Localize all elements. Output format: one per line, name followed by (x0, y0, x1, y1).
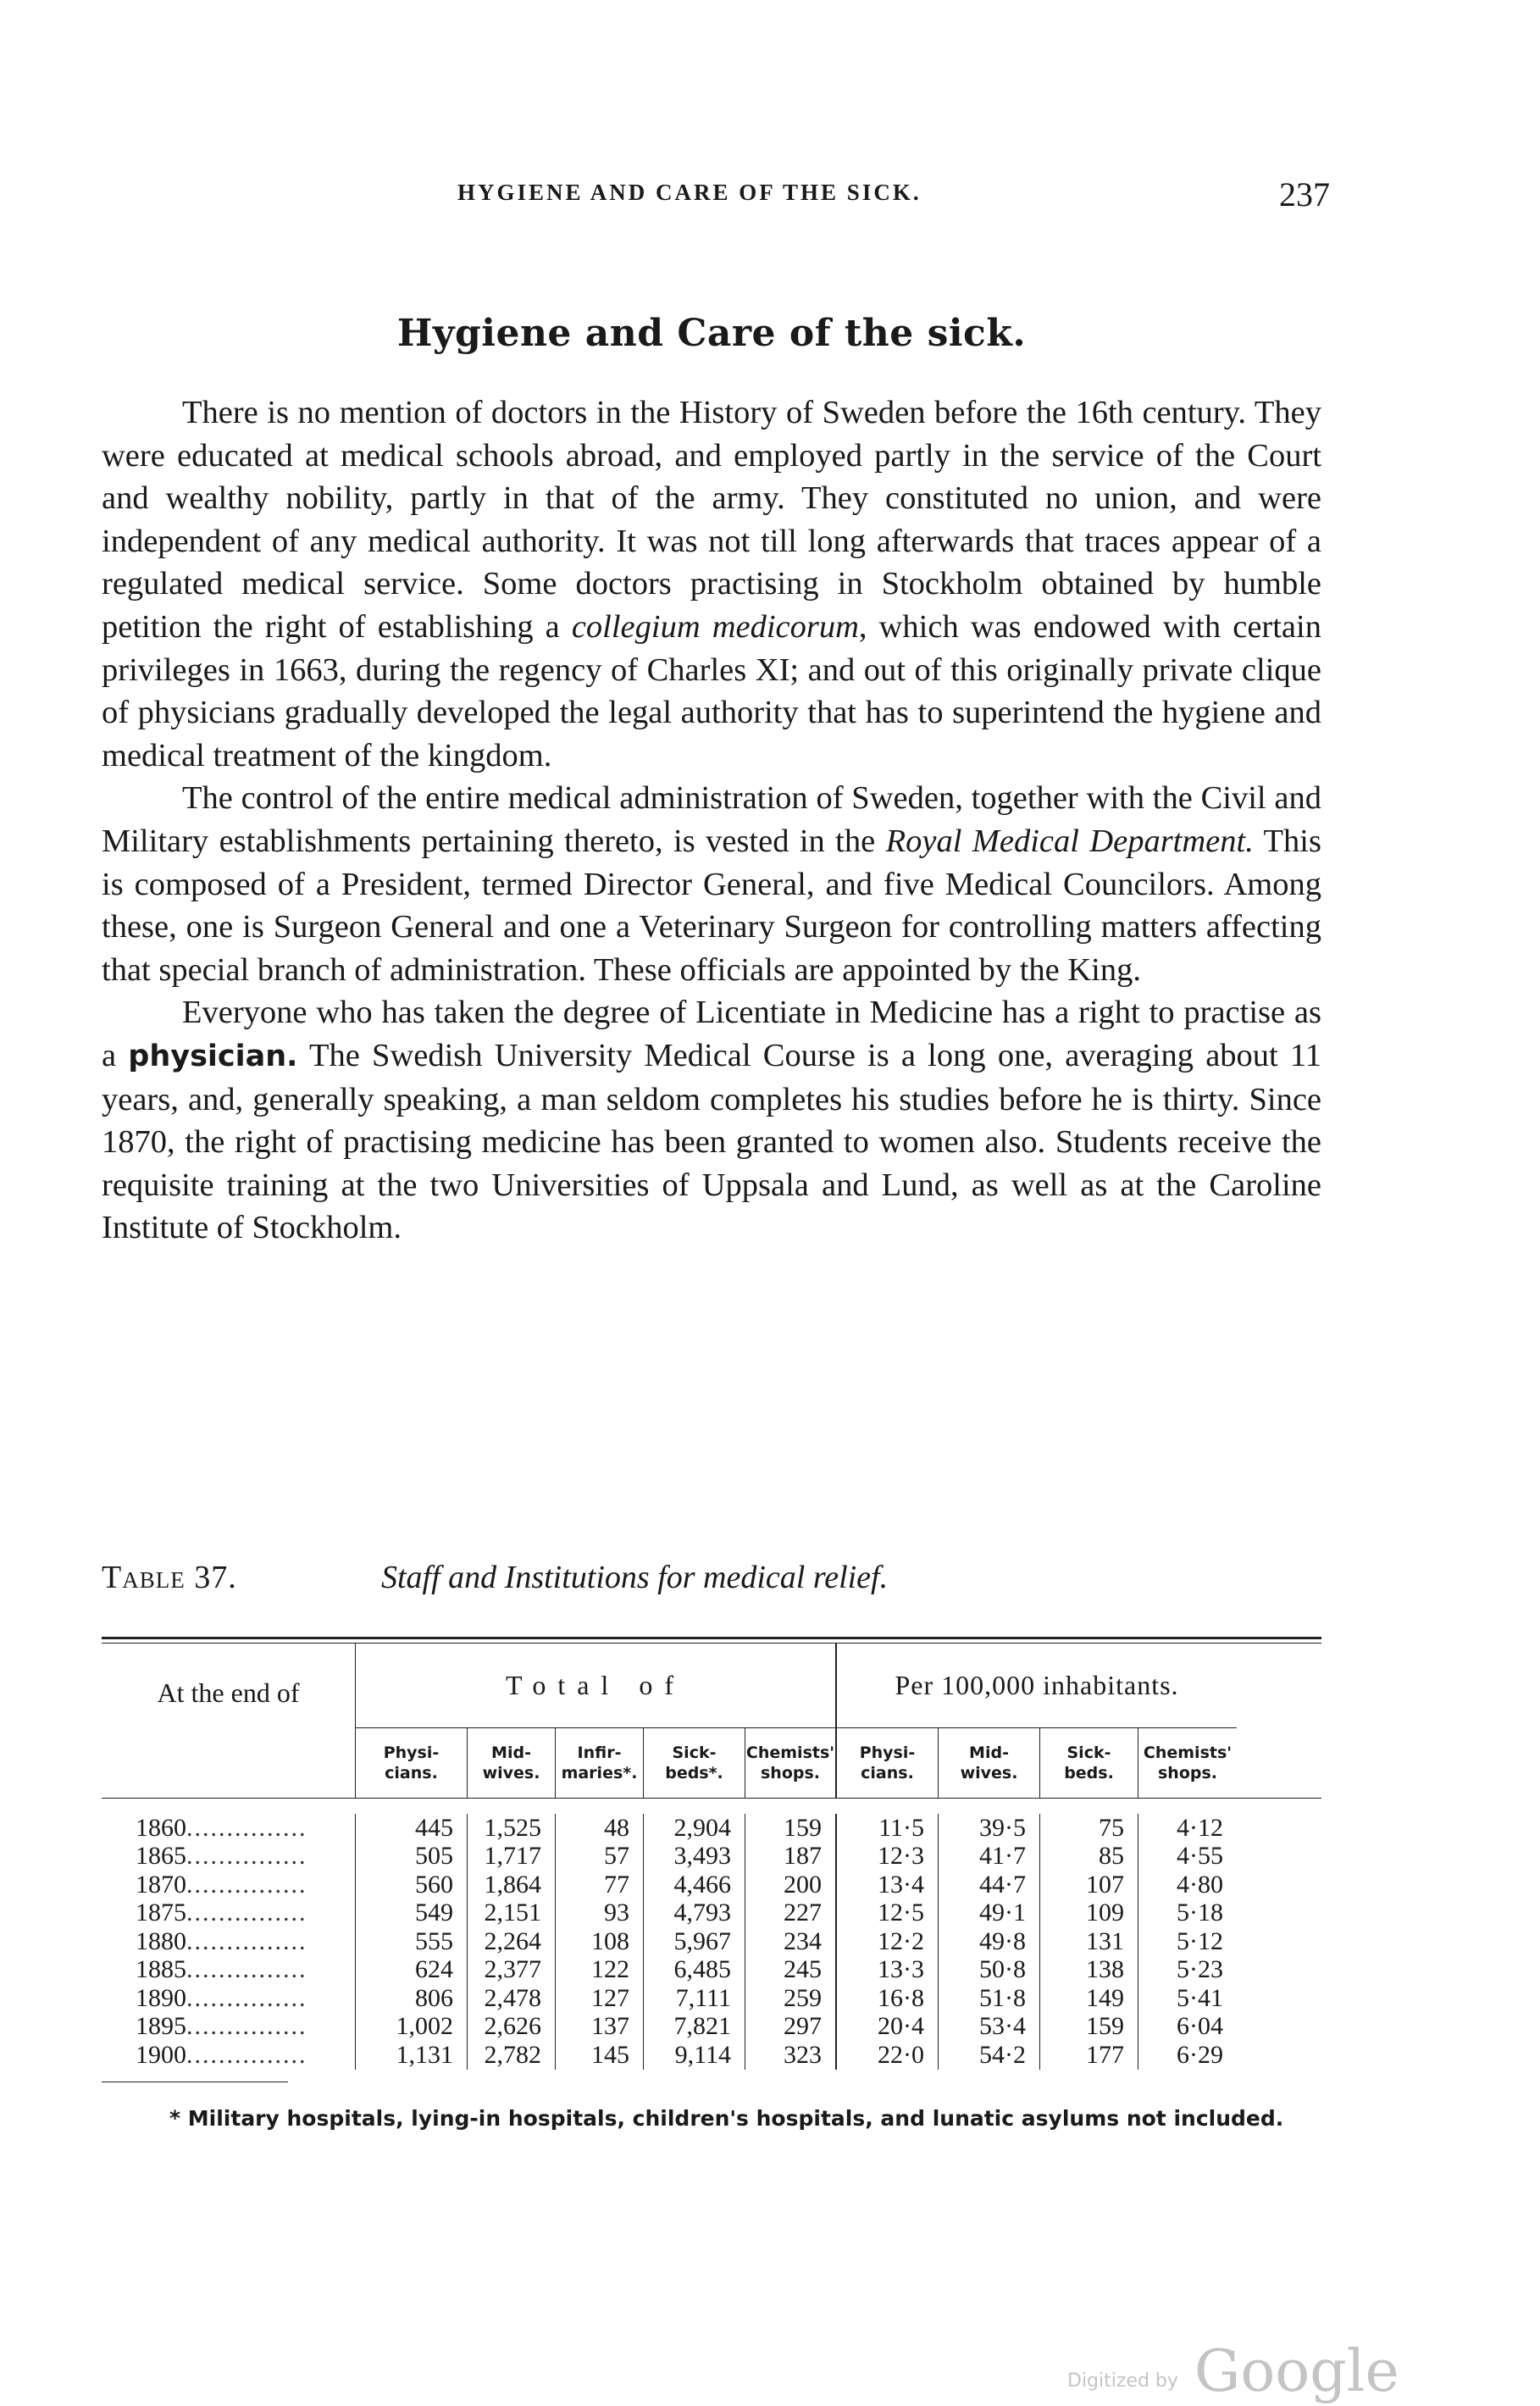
table-cell: 2,264 (468, 1927, 556, 1956)
paragraph-2-text-b: This is composed of a President, termed Director General, and five Medical Councilors. Among these, one is Surgeon General and one a Veterinary Surgeon for controlling matters affecting that special branch of administration. These officials are appointed by the King. (102, 823, 1321, 988)
running-head-title: HYGIENE AND CARE OF THE SICK. (457, 180, 922, 205)
book-page (102, 0, 1330, 2398)
table-cell: 5·41 (1177, 1983, 1223, 2012)
table-cell: 12·2 (837, 1927, 939, 1956)
paragraph-3-text-a: Everyone who has taken the degree of Licentiate in Medicine has a right to practise as a (102, 995, 1321, 1073)
table-cell: 6·04 (1177, 2012, 1223, 2041)
table-cell: 109 (1040, 1899, 1138, 1928)
col-header-physicians: Physi- cians. (356, 1728, 468, 1798)
google-logo: Google (1194, 2338, 1399, 2405)
col-header-infirmaries: Infir- maries*. (556, 1728, 644, 1798)
table-cell: 49·1 (939, 1899, 1040, 1928)
leader-dots: ............... (186, 1813, 307, 1842)
table-cell: 159 (745, 1814, 837, 1843)
leader-dots: ............... (186, 1926, 307, 1955)
table-cell: 54·2 (939, 2041, 1040, 2070)
paragraph-3-text-b: The Swedish University Medical Course is a long one, averaging about 11 years, and, generally speaking, a man seldom completes his studies before he is thirty. Since 1870, the right of practising medicine has been granted to women also. Students receive the requisite training at the two Universities of Uppsala and Lund, as well as at the Caroline Institute of Stockholm. (102, 1037, 1321, 1246)
table-cell: 2,478 (468, 1984, 556, 2013)
table-cell: 1,002 (356, 2013, 468, 2042)
table-cell: 20·4 (837, 2013, 939, 2042)
table-cell: 127 (556, 1984, 644, 2013)
table-cell: 5·12 (1177, 1926, 1223, 1955)
row-year (102, 1984, 356, 2013)
table-cell: 39·5 (939, 1814, 1040, 1843)
col-header-sickbeds: Sick- beds*. (644, 1728, 745, 1798)
row-year (102, 1814, 356, 1843)
table-cell: 7,821 (644, 2013, 745, 2042)
year-value: 1880 (136, 1926, 186, 1955)
year-value: 1875 (136, 1899, 186, 1927)
table-top-rule (102, 1637, 1321, 1644)
table-cell: 1,131 (356, 2041, 468, 2070)
table-cell: 2,626 (468, 2013, 556, 2042)
table-cell: 2,782 (468, 2041, 556, 2070)
table-cell: 2,377 (468, 1956, 556, 1985)
paragraph-1-emphasis: collegium medicorum (571, 608, 859, 645)
table-cell: 5·23 (1177, 1955, 1223, 1984)
table-row (102, 2041, 1321, 2070)
table-row (102, 1899, 1321, 1928)
table-cell: 560 (356, 1871, 468, 1899)
table-cell: 1,525 (468, 1814, 556, 1843)
table-cell: 44·7 (939, 1871, 1040, 1899)
table-cell: 2,151 (468, 1899, 556, 1928)
row-year (102, 2041, 356, 2070)
table-cell: 177 (1040, 2041, 1138, 2070)
table-cell: 323 (745, 2041, 837, 2070)
table-footnote: * Military hospitals, lying-in hospitals, children's hospitals, and lunatic asylums not included. (169, 2106, 1284, 2131)
leader-dots: ............... (186, 1899, 307, 1927)
table-cell: 50·8 (939, 1956, 1040, 1985)
table-cell: 107 (1040, 1871, 1138, 1899)
col-header-chemists-rate: Chemists' shops. (1143, 1744, 1233, 1782)
table-cell: 5,967 (644, 1927, 745, 1956)
table-cell: 85 (1040, 1843, 1138, 1871)
table-cell: 131 (1040, 1927, 1138, 1956)
year-value: 1870 (136, 1870, 186, 1899)
table-cell: 297 (745, 2013, 837, 2042)
paragraph-3 (102, 991, 1321, 1250)
table-cell: 159 (1040, 2013, 1138, 2042)
table-row (102, 1843, 1321, 1871)
table-row (102, 1814, 1321, 1843)
leader-dots: ............... (186, 1955, 307, 1984)
col-header-chemists: Chemists' shops. (745, 1728, 837, 1798)
table-cell: 1,864 (468, 1871, 556, 1899)
table-cell: 48 (556, 1814, 644, 1843)
col-header-midwives: Mid- wives. (468, 1728, 556, 1798)
table-cell: 4·80 (1177, 1870, 1223, 1899)
table-cell: 41·7 (939, 1843, 1040, 1871)
leader-dots: ............... (186, 2040, 307, 2069)
row-year (102, 1843, 356, 1871)
page-number: 237 (1279, 175, 1330, 213)
year-value: 1900 (136, 2040, 186, 2069)
table-cell: 137 (556, 2013, 644, 2042)
group-header-total: Total of (356, 1644, 837, 1728)
row-year (102, 2013, 356, 2042)
stub-header: At the end of (102, 1644, 356, 1798)
table-cell: 227 (745, 1899, 837, 1928)
table-cell: 149 (1040, 1984, 1138, 2013)
row-year (102, 1899, 356, 1928)
year-value: 1865 (136, 1842, 186, 1871)
statistics-table (102, 1637, 1321, 2082)
table-title: Staff and Institutions for medical relief. (381, 1560, 889, 1595)
table-cell: 200 (745, 1871, 837, 1899)
leader-dots: ............... (186, 1983, 307, 2012)
group-header-per-100000: Per 100,000 inhabitants. (837, 1644, 1237, 1728)
leader-dots: ............... (186, 1842, 307, 1871)
table-cell: 445 (356, 1814, 468, 1843)
table-cell: 11·5 (837, 1814, 939, 1843)
table-row (102, 1871, 1321, 1899)
paragraph-1-text-b: , which was endowed with certain privileges in 1663, during the regency of Charles XI; and out of this originally private clique of physicians gradually developed the legal authority that has to superintend the hygiene and medical treatment of the kingdom. (102, 608, 1321, 773)
table-cell: 16·8 (837, 1984, 939, 2013)
table-row (102, 1956, 1321, 1985)
table-cell: 4,466 (644, 1871, 745, 1899)
row-year (102, 1956, 356, 1985)
leader-dots: ............... (186, 1870, 307, 1899)
table-header (102, 1644, 1321, 1799)
year-value: 1885 (136, 1955, 186, 1984)
leader-dots: ............... (186, 2012, 307, 2041)
table-cell: 53·4 (939, 2013, 1040, 2042)
table-cell: 187 (745, 1843, 837, 1871)
paragraph-3-bold: physician. (128, 1039, 298, 1073)
year-value: 1860 (136, 1813, 186, 1842)
table-cell: 49·8 (939, 1927, 1040, 1956)
table-label: Table 37. (102, 1560, 237, 1595)
table-cell: 259 (745, 1984, 837, 2013)
table-cell: 12·3 (837, 1843, 939, 1871)
table-cell: 93 (556, 1899, 644, 1928)
table-row (102, 1927, 1321, 1956)
table-cell: 51·8 (939, 1984, 1040, 2013)
table-cell: 555 (356, 1927, 468, 1956)
table-cell: 3,493 (644, 1843, 745, 1871)
table-cell: 9,114 (644, 2041, 745, 2070)
table-cell: 245 (745, 1956, 837, 1985)
table-cell: 22·0 (837, 2041, 939, 2070)
table-cell: 234 (745, 1927, 837, 1956)
paragraph-2-emphasis: Royal Medical Department. (885, 823, 1254, 859)
table-cell: 5·18 (1177, 1899, 1223, 1927)
table-cell: 6·29 (1177, 2040, 1223, 2069)
table-cell: 4·12 (1177, 1813, 1223, 1842)
chapter-title: Hygiene and Care of the sick. (396, 312, 1027, 355)
table-cell: 4·55 (1177, 1842, 1223, 1871)
table-cell: 145 (556, 2041, 644, 2070)
table-cell: 806 (356, 1984, 468, 2013)
table-body (102, 1799, 1321, 2070)
table-cell: 138 (1040, 1956, 1138, 1985)
table-cell: 122 (556, 1956, 644, 1985)
table-cell: 549 (356, 1899, 468, 1928)
paragraph-2 (102, 777, 1321, 991)
table-cell: 624 (356, 1956, 468, 1985)
table-cell: 505 (356, 1843, 468, 1871)
watermark-prefix: Digitized by (1067, 2370, 1178, 2392)
table-cell: 2,904 (644, 1814, 745, 1843)
paragraph-1 (102, 391, 1321, 777)
table-cell: 12·5 (837, 1899, 939, 1928)
table-cell: 108 (556, 1927, 644, 1956)
table-row (102, 2013, 1321, 2042)
col-header-physicians-rate: Physi- cians. (837, 1728, 939, 1798)
table-cell: 57 (556, 1843, 644, 1871)
paragraph-1-text-a: There is no mention of doctors in the History of Sweden before the 16th century. They were educated at medical schools abroad, and employed partly in the service of the Court and wealthy nobility, partly in that of the army. They constituted no union, and were independent of any medical authority. It was not till long afterwards that traces appear of a regulated medical service. Some doctors practising in Stockholm obtained by humble petition the right of establishing a (102, 395, 1321, 645)
body-text (102, 391, 1321, 1250)
table-cell: 13·3 (837, 1956, 939, 1985)
table-row (102, 1984, 1321, 2013)
paragraph-2-text-a: The control of the entire medical administration of Sweden, together with the Civil and Military establishments pertaining thereto, is vested in the (102, 780, 1321, 859)
col-header-midwives-rate: Mid- wives. (939, 1728, 1040, 1798)
table-cell: 77 (556, 1871, 644, 1899)
table-cell: 1,717 (468, 1843, 556, 1871)
year-value: 1895 (136, 2012, 186, 2041)
table-cell: 6,485 (644, 1956, 745, 1985)
col-header-sickbeds-rate: Sick- beds. (1040, 1728, 1138, 1798)
year-value: 1890 (136, 1983, 186, 2012)
row-year (102, 1927, 356, 1956)
table-cell: 7,111 (644, 1984, 745, 2013)
table-cell: 4,793 (644, 1899, 745, 1928)
running-head (102, 175, 1330, 213)
table-cell: 75 (1040, 1814, 1138, 1843)
row-year (102, 1871, 356, 1899)
table-cell: 13·4 (837, 1871, 939, 1899)
